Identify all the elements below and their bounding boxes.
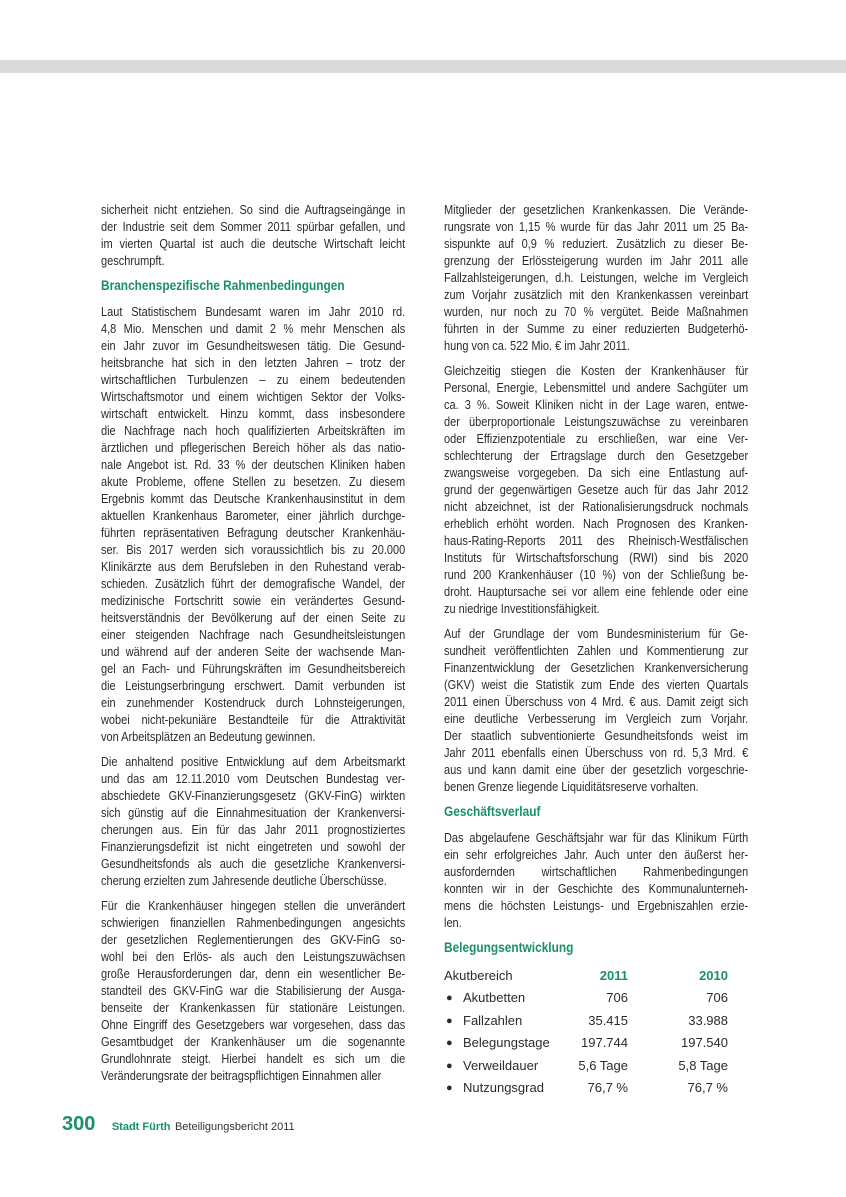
text-line: Gleichzeitig stiegen die Kosten der Krankenhäuser für [444,363,749,378]
text-line: wirtschaft entwickelt. Hinzu kommt, dass insbesondere [101,406,406,421]
text-line: und das am 12.11.2010 vom Deutschen Bundestag ver- [101,771,406,786]
page-footer [62,1113,295,1136]
text-line: von Arbeitsplätzen an Bedeutung gewinnen. [101,729,316,744]
table-row [444,1077,728,1099]
text-line: einer steigenden Nachfrage nach Gesundheitsleistungen [101,627,406,642]
text-line: der überproportionale Leistungszuwächse zu vereinbaren [444,414,749,429]
text-line: Personal, Energie, Lebensmittel und andere Sachgüter um [444,380,749,395]
text-line: nale Angebot ist. Rd. 33 % der deutschen Kliniken haben [101,457,406,472]
text-line: geschrumpft. [101,253,165,268]
text-line: Grundlohnrate steigt. Hierbei handelt es sich um die [101,1051,406,1066]
column-header-2011: 2011 [599,968,628,983]
paragraph [101,753,405,889]
text-line: heitsverständnis der Bevölkerung auf der einen Seite zu [101,610,406,625]
footer-brand: Stadt Fürth [111,1121,171,1133]
occupancy-table [444,965,728,1099]
text-line: abschiedete GKV-Finanzierungsgesetz (GKV-FinG) wirkten [101,788,406,803]
left-column [101,201,405,1092]
row-label: Akutbetten [463,990,526,1006]
text-line: führten repräsentativen Befragung deutscher Krankenhäu- [101,525,406,540]
text-line: der Industrie seit dem Sommer 2011 spürbar gefallen, und [101,219,406,234]
text-line: ein zunehmender Kostendruck durch Lohnsteigerungen, [101,695,406,710]
text-line: medizinische Fortschritt sowie ein verändertes Gesund- [101,593,406,608]
value-2011: 197.744 [581,1035,628,1051]
text-line: mens die höchsten Leistungs- und Ergebniszahlen erzie- [444,898,749,913]
text-line: schwierigen finanziellen Rahmenbedingungen angesichts [101,915,406,930]
text-line: ein sehr erfolgreiches Jahr. Auch unter den äußerst her- [444,847,749,862]
text-line: eine deutliche Verbesserung im Vergleich zum Vorjahr. [444,711,749,726]
text-line: ser. Bis 2017 werden sich voraussichtlich bis zu 20.000 [101,542,406,557]
text-line: haus-Rating-Reports 2011 des Rheinisch-Westfälischen [444,533,749,548]
text-line: Veränderungsrate der beitragspflichtigen Einnahmen aller [101,1068,382,1083]
text-line: Auf der Grundlage der vom Bundesministerium für Ge- [444,626,749,641]
text-line: droht. Hauptursache sei vor allem eine fehlende oder eine [444,584,749,599]
paragraph [101,201,405,269]
text-line: benen Grenze liegende Liquiditätsreserve vorhalten. [444,779,699,794]
paragraph [444,625,748,795]
bullet-icon: ● [446,1014,453,1027]
text-line: (GKV) weist die Statistik zum Ende des vierten Quartals [444,677,749,692]
value-2010: 33.988 [688,1012,728,1028]
value-2011: 706 [606,990,628,1006]
text-line: im vierten Quartal ist auch die deutsche Wirtschaft leicht [101,236,406,251]
text-line: rungsrate von 1,15 % wurde für das Jahr 2011 um 25 Ba- [444,219,749,234]
row-label: Nutzungsgrad [463,1079,544,1095]
table-header-label: Akutbereich [444,968,513,983]
value-2011: 76,7 % [587,1079,628,1095]
text-line: cherung erzielten zum Jahresende deutliche Überschüsse. [101,873,387,888]
text-line: nicht abzeichnet, ist der Rationalisierungsdruck nochmals [444,499,749,514]
bullet-icon: ● [446,992,453,1005]
text-line: Laut Statistischem Bundesamt waren im Jahr 2010 rd. [101,304,406,319]
text-line: der gesetzlichen Reglementierungen des GKV-FinG so- [101,932,406,947]
table-row [444,1032,728,1054]
text-line: Das abgelaufene Geschäftsjahr war für das Klinikum Fürth [444,830,749,845]
value-2010: 197.540 [681,1035,728,1051]
paragraph [101,897,405,1084]
text-line: schieden. Zusätzlich führt der demografische Wandel, der [101,576,406,591]
column-header-2010: 2010 [699,968,728,983]
value-2010: 76,7 % [687,1079,728,1095]
text-line: wurden, nur noch zu 70 % vergütet. Beide Maßnahmen [444,304,749,319]
text-line: cherungen aus. Ein für das Jahr 2011 prognostiziertes [101,822,406,837]
text-line: heitsbranche hat sich in den letzten Jahren – trotz der [101,355,406,370]
footer-title: Beteiligungsbericht 2011 [174,1121,295,1133]
text-line: wohl bei den Erlös- als auch den Leistungszuwächsen [101,949,406,964]
text-line: aus und kann damit eine über der gesetzlich vorgeschrie- [444,762,749,777]
text-line: ausfordernden wirtschaftlichen Rahmenbedingungen [444,864,749,879]
text-line: große Herausforderungen dar, denn ein wesentlicher Be- [101,966,406,981]
table-row [444,987,728,1009]
text-line: sich günstig auf die Einnahmesituation der Krankenversi- [101,805,406,820]
page-number: 300 [62,1113,96,1135]
text-line: 2011 einen Überschuss von 4 Mrd. € aus. Damit zeigt sich [444,694,749,709]
paragraph [444,201,748,354]
text-line: zum Vorjahr zusätzlich mit den Krankenkassen vereinbart [444,287,749,302]
text-line: Finanzentwicklung der Gesetzlichen Krankenversicherung [444,660,749,675]
text-line: Wirtschaftsmotor und einem wichtigen Sektor der Volks- [101,389,406,404]
text-line: wirtschaftlichen Turbulenzen – zu einem bedeutenden [101,372,406,387]
row-label: Fallzahlen [463,1012,523,1028]
paragraph [444,362,748,617]
text-line: oder Effizienzpotentiale zu erschließen, war eine Ver- [444,431,749,446]
paragraph [444,829,748,931]
text-line: akute Probleme, offene Stellen zu besetzen. Zu diesem [101,474,406,489]
bullet-icon: ● [446,1059,453,1072]
value-2011: 5,6 Tage [578,1057,628,1073]
text-line: und während auf der anderen Seite der wachsende Man- [101,644,406,659]
text-line: rund 200 Krankenhäuser (10 %) von der Schließung be- [444,567,749,582]
text-line: benseite der Krankenkassen für stationäre Leistungen. [101,1000,406,1015]
section-heading: Branchenspezifische Rahmenbedingungen [101,278,345,293]
text-line: zwangsweise vorgegeben. Da sich eine Entlastung auf- [444,465,749,480]
text-line: erheblich erhöht worden. Nach Prognosen des Kranken- [444,516,749,531]
text-line: sundheit veröffentlichten Zahlen und Kommentierung zur [444,643,749,658]
text-line: konnten wir in der Geschichte des Kommunalunterneh- [444,881,749,896]
bullet-icon: ● [446,1081,453,1094]
paragraph [101,303,405,745]
section-heading: Belegungsentwicklung [444,940,574,955]
text-line: die Leistungserbringung erschwert. Damit verbunden ist [101,678,406,693]
text-line: Die anhaltend positive Entwicklung auf dem Arbeitsmarkt [101,754,406,769]
text-line: ein Jahr zuvor im Gesundheitswesen tätig. Die Gesund- [101,338,406,353]
text-line: wobei nicht-pekuniäre Bestandteile für die Attraktivität [101,712,406,727]
text-line: Gesamtbudget der Krankenhäuser um die sogenannte [101,1034,406,1049]
text-line: Ohne Eingriff des Gesetzgebers war vorgesehen, dass das [101,1017,406,1032]
text-line: gel an Fach- und Führungskräften im Gesundheitsbereich [101,661,406,676]
text-line: zu niedrige Investitionsfähigkeit. [444,601,600,616]
text-line: standteil des GKV-FinG war die Stabilisierung der Ausga- [101,983,406,998]
text-line: Gesundheitsfonds als auch die gesetzliche Krankenversi- [101,856,406,871]
table-row [444,1010,728,1032]
text-line: Der staatlich subventionierte Gesundheitsfonds weist im [444,728,749,743]
table-header-row [444,965,728,987]
text-line: len. [444,915,462,930]
text-line: grund der gegenwärtigen Gesetze auch für das Jahr 2012 [444,482,749,497]
text-line: 4,8 Mio. Menschen und damit 2 % mehr Menschen als [101,321,406,336]
table-row [444,1055,728,1077]
text-line: sispunkte auf 0,9 % reduziert. Zusätzlich zu dieser Be- [444,236,749,251]
text-line: hung von ca. 522 Mio. € im Jahr 2011. [444,338,631,353]
bullet-icon: ● [446,1037,453,1050]
text-line: schlechterung der Ertragslage durch den Gesetzgeber [444,448,749,463]
text-line: die Nachfrage nach hoch qualifizierten Arbeitskräften im [101,423,406,438]
text-line: führten in der Summe zu einer reduzierten Budgeterhö- [444,321,749,336]
text-line: aktuellen Krankenhaus Barometer, einer jährlich durchge- [101,508,406,523]
right-column [444,201,748,1099]
text-line: Instituts für Wirtschaftsforschung (RWI) sind bis 2020 [444,550,749,565]
row-label: Belegungstage [463,1035,550,1051]
text-line: Für die Krankenhäuser hingegen stellen die unverändert [101,898,406,913]
text-line: ca. 3 %. Soweit Kliniken nicht in der Lage waren, entwe- [444,397,749,412]
top-gray-bar [0,60,846,73]
text-line: Fallzahlsteigerungen, d.h. Leistungen, welche im Vergleich [444,270,749,285]
value-2011: 35.415 [588,1012,628,1028]
text-line: Jahr 2011 ebenfalls einen Überschuss von rd. 5,3 Mrd. € [444,745,749,760]
text-line: Klinikärzte aus dem Berufsleben in den Ruhestand verab- [101,559,406,574]
text-line: Ergebnis kommt das Deutsche Krankenhausinstitut in dem [101,491,406,506]
row-label: Verweildauer [463,1057,539,1073]
text-line: ärztlichen und pflegerischen Bereich höher als das natio- [101,440,406,455]
text-line: Finanzierungsdefizit ist nicht eingetreten und sowohl der [101,839,406,854]
text-line: grenzung der Erlössteigerung wurden im Jahr 2011 alle [444,253,749,268]
section-heading: Geschäftsverlauf [444,804,541,819]
text-line: Mitglieder der gesetzlichen Krankenkassen. Die Verände- [444,202,749,217]
text-line: sicherheit nicht entziehen. So sind die Auftragseingänge in [101,202,406,217]
value-2010: 5,8 Tage [678,1057,728,1073]
value-2010: 706 [706,990,728,1006]
